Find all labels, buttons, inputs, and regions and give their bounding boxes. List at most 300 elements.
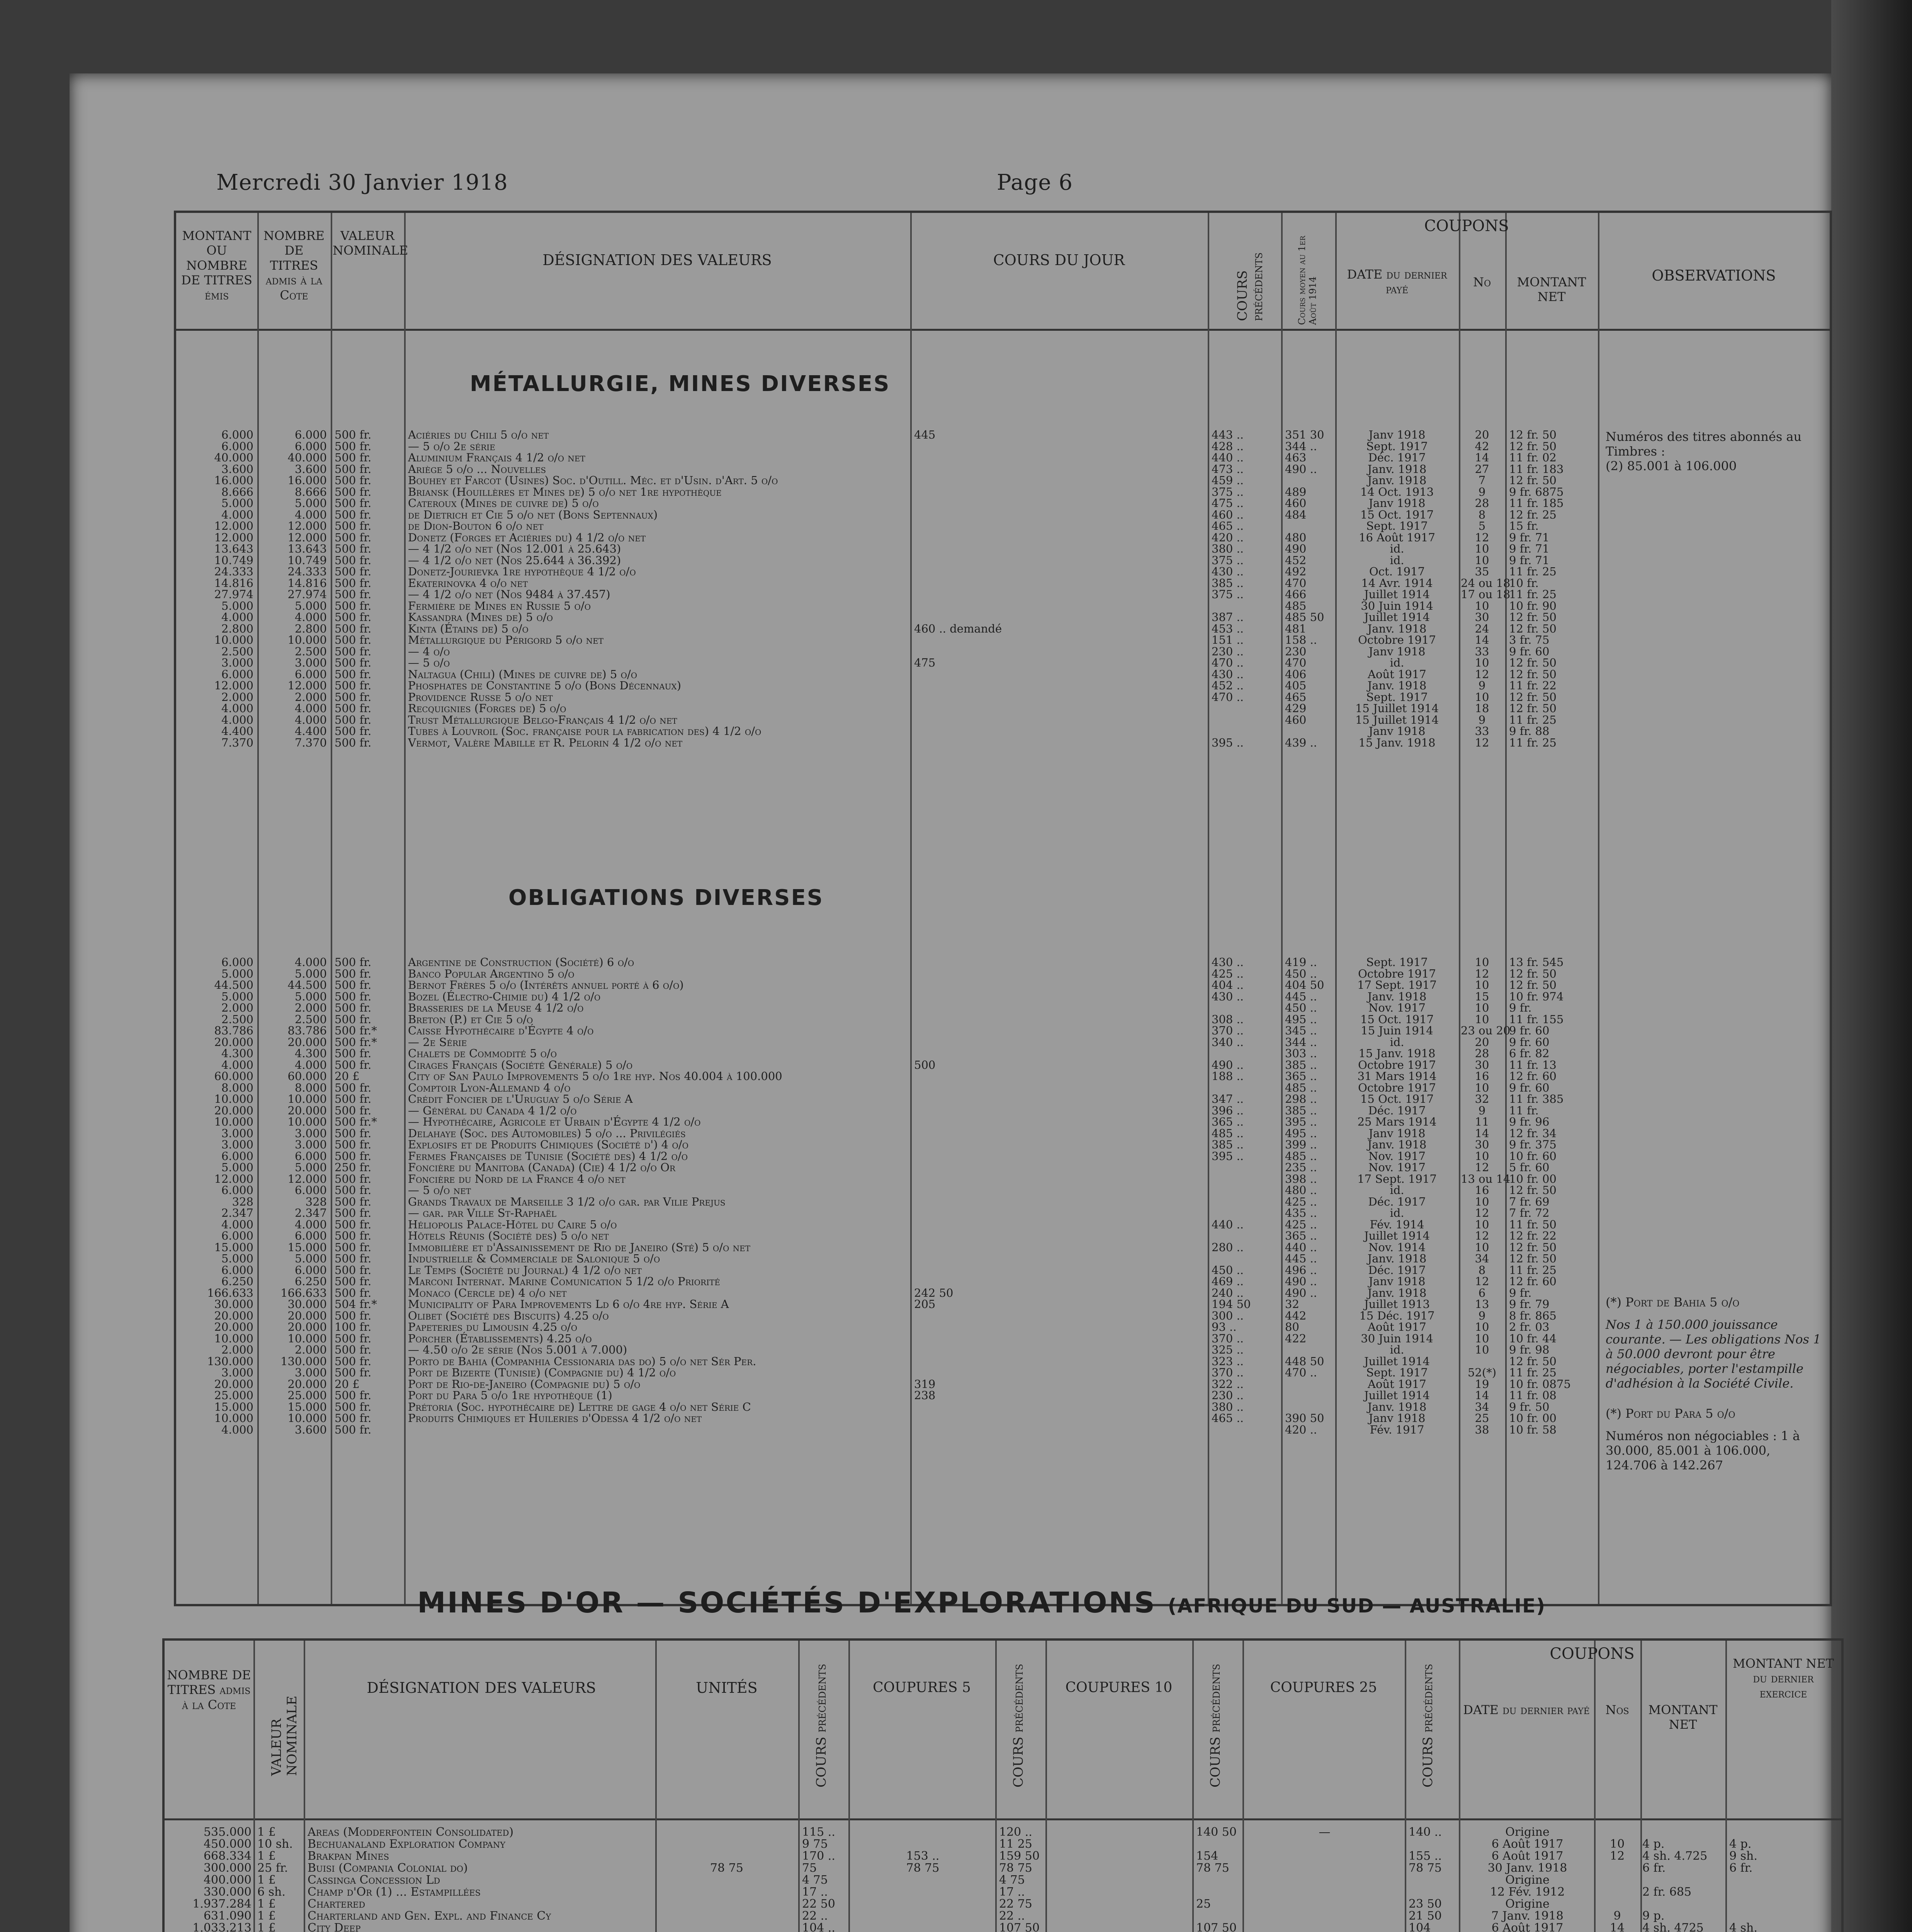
cell-moy: 452 xyxy=(1285,553,1307,567)
cell-val: 1 £ xyxy=(257,1873,276,1887)
cell-nom: 500 fr. xyxy=(335,1172,372,1185)
cell-date: Sept. 1917 xyxy=(1366,956,1428,969)
cell-des: — gar. par Ville St-Raphaël xyxy=(408,1206,557,1219)
cell-no: 10 xyxy=(1475,1218,1489,1231)
cell-admis: 166.633 xyxy=(280,1286,327,1299)
cell-nom: 500 fr. xyxy=(335,1184,372,1197)
cell-admis: 12.000 xyxy=(287,531,327,544)
cell-net: 12 fr. 50 xyxy=(1509,439,1557,453)
cell-date: Déc. 1917 xyxy=(1368,1195,1426,1208)
cell-nom: 500 fr. xyxy=(335,1412,372,1425)
cell-nom: 500 fr. xyxy=(335,565,372,578)
cell-date: Juillet 1914 xyxy=(1364,611,1430,624)
cell-date: Octobre 1917 xyxy=(1358,633,1436,646)
cell-des: — 4.50 o/o 2e série (Nos 5.001 à 7.000) xyxy=(408,1343,627,1356)
cell-jour: 242 50 xyxy=(914,1286,953,1299)
cell-no: 12 xyxy=(1475,1229,1489,1242)
cell-nb: 300.000 xyxy=(203,1861,252,1875)
cell-emis: 3.000 xyxy=(221,1366,253,1379)
page-number: Page 6 xyxy=(997,170,1073,195)
table-row xyxy=(176,1424,1830,1436)
cell-net: 12 fr. 50 xyxy=(1509,1184,1557,1197)
cell-nom: 500 fr. xyxy=(335,1389,372,1402)
header-nombre: NOMBRE DE TITRES admis à la Cote xyxy=(263,228,325,303)
cell-date: Janv. 1918 xyxy=(1367,1138,1427,1151)
cell-net: 4 sh. 4725 xyxy=(1642,1921,1704,1932)
cell-val: 1 £ xyxy=(257,1825,276,1839)
cell-des: Bechuanaland Exploration Company xyxy=(308,1837,506,1851)
cell-nom: 500 fr. xyxy=(335,1047,372,1060)
cell-no: 33 xyxy=(1475,645,1489,658)
cell-admis: 2.000 xyxy=(294,690,327,704)
cell-admis: 6.000 xyxy=(294,439,327,453)
mines-header-cours4: COURS précédents xyxy=(1420,1663,1436,1787)
table-row xyxy=(176,452,1830,464)
cell-moy: 298 .. xyxy=(1285,1092,1317,1105)
cell-no: 12 xyxy=(1475,1161,1489,1174)
cell-jour: 205 xyxy=(914,1298,936,1311)
cell-admis: 5.000 xyxy=(294,1161,327,1174)
cell-moy: 435 .. xyxy=(1285,1206,1317,1219)
cell-emis: 2.000 xyxy=(221,1001,253,1014)
cell-net: 12 fr. 60 xyxy=(1509,1275,1557,1288)
cell-net: 15 fr. xyxy=(1509,519,1539,532)
cell-emis: 10.749 xyxy=(214,553,253,567)
table-row xyxy=(176,498,1830,509)
cell-admis: 7.370 xyxy=(294,736,327,749)
cell-no: 27 xyxy=(1475,462,1489,476)
table-row xyxy=(165,1922,1841,1932)
cell-no: 14 xyxy=(1475,1389,1489,1402)
note-line: Nos 1 à 150.000 jouissance courante. — Les obligations Nos 1 à 50.000 devront pour être négociables, porter l'estampille d'adhésion à la Société Civile. xyxy=(1606,1317,1821,1391)
table-row xyxy=(176,509,1830,521)
cell-nom: 500 fr. xyxy=(335,990,372,1003)
cell-date: 31 Mars 1914 xyxy=(1357,1070,1437,1083)
cell-net: 10 fr. 974 xyxy=(1509,990,1564,1003)
cell-admis: 16.000 xyxy=(287,474,327,487)
cell-date: Juillet 1914 xyxy=(1364,1229,1430,1242)
cell-emis: 15.000 xyxy=(214,1240,253,1254)
cell-admis: 3.600 xyxy=(294,1423,327,1436)
cell-moy: 490 .. xyxy=(1285,1275,1317,1288)
cell-date: id. xyxy=(1390,1184,1404,1197)
cell-nom: 500 fr. xyxy=(335,439,372,453)
mines-header-dernier-exercice: MONTANT NET du dernier exercice xyxy=(1733,1656,1834,1701)
cell-net: 9 fr. 60 xyxy=(1509,1081,1550,1094)
cell-des: Ariège 5 o/o ... Nouvelles xyxy=(408,462,546,476)
cell-der: 4 sh. xyxy=(1729,1921,1757,1932)
cell-admis: 5.000 xyxy=(294,497,327,510)
cell-nom: 500 fr. xyxy=(335,645,372,658)
table-row xyxy=(176,1413,1830,1424)
cell-net: 4 p. xyxy=(1642,1837,1665,1851)
cell-des: Prétoria (Soc. hypothécaire de) Lettre de gage 4 o/o net Série C xyxy=(408,1400,751,1413)
cell-prec: 230 .. xyxy=(1212,1389,1244,1402)
note-line: (2) 85.001 à 106.000 xyxy=(1606,459,1737,473)
cell-moy: 365 .. xyxy=(1285,1229,1317,1242)
cell-des: de Dion-Bouton 6 o/o net xyxy=(408,519,544,532)
cell-moy: 344 .. xyxy=(1285,1035,1317,1049)
cell-net: 8 fr. 865 xyxy=(1509,1309,1557,1322)
cell-emis: 6.000 xyxy=(221,1184,253,1197)
cell-admis: 4.000 xyxy=(294,956,327,969)
cell-net: 10 fr. 44 xyxy=(1509,1332,1557,1345)
cell-net: 12 fr. 50 xyxy=(1509,428,1557,441)
cell-des: Banco Popular Argentino 5 o/o xyxy=(408,967,574,980)
cell-nom: 500 fr. xyxy=(335,1104,372,1117)
cell-date: id. xyxy=(1390,656,1404,669)
cell-date: 15 Oct. 1917 xyxy=(1360,508,1434,521)
cell-jour: 445 xyxy=(914,428,936,441)
cell-admis: 328 xyxy=(305,1195,327,1208)
cell-des: Cassinga Concession Ld xyxy=(308,1873,440,1887)
cell-admis: 15.000 xyxy=(287,1400,327,1413)
cell-emis: 6.000 xyxy=(221,956,253,969)
obligations-rows xyxy=(176,957,1830,1435)
cell-net: 12 fr. 25 xyxy=(1509,508,1557,521)
table-row xyxy=(176,1116,1830,1128)
cell-nom: 500 fr.* xyxy=(335,1115,377,1128)
note-bahia xyxy=(1606,1295,1822,1473)
cell-date: 7 Janv. 1918 xyxy=(1491,1909,1564,1923)
cell-nom: 500 fr. xyxy=(335,576,372,590)
cell-des: Foncière du Manitoba (Canada) (Cie) 4 1/2 o/o Or xyxy=(408,1161,676,1174)
table-row xyxy=(176,1071,1830,1082)
cell-date: Janv. 1918 xyxy=(1367,462,1427,476)
cell-admis: 10.000 xyxy=(287,1115,327,1128)
table-row xyxy=(176,1299,1830,1310)
cell-no: 10 xyxy=(1475,690,1489,704)
cell-emis: 8.666 xyxy=(221,485,253,498)
cell-date: Janv 1918 xyxy=(1368,724,1426,738)
cell-moy: 480 .. xyxy=(1285,1184,1317,1197)
cell-nom: 500 fr. xyxy=(335,474,372,487)
cell-nom: 500 fr. xyxy=(335,553,372,567)
cell-des: Champ d'Or (1) ... Estampillées xyxy=(308,1885,481,1899)
cell-no: 10 xyxy=(1475,956,1489,969)
cell-no: 30 xyxy=(1475,1058,1489,1071)
cell-des: Produits Chimiques et Huileries d'Odessa 4 1/2 o/o net xyxy=(408,1412,702,1425)
cell-emis: 16.000 xyxy=(214,474,253,487)
cell-net: 12 fr. 50 xyxy=(1509,611,1557,624)
cell-moy: 442 xyxy=(1285,1309,1307,1322)
cell-date: Janv. 1918 xyxy=(1367,622,1427,635)
cell-admis: 6.000 xyxy=(294,1229,327,1242)
cell-emis: 20.000 xyxy=(214,1104,253,1117)
cell-no: 14 xyxy=(1475,451,1489,464)
cell-des: Municipality of Para Improvements Ld 6 o/o 4re hyp. Série A xyxy=(408,1298,729,1311)
cell-k25: — xyxy=(1319,1825,1331,1839)
cell-net: 10 fr. 60 xyxy=(1509,1149,1557,1163)
cell-emis: 83.786 xyxy=(214,1024,253,1037)
cell-nom: 20 £ xyxy=(335,1070,360,1083)
cell-moy: 405 xyxy=(1285,679,1307,692)
cell-no: 42 xyxy=(1475,439,1489,453)
cell-admis: 8.000 xyxy=(294,1081,327,1094)
cell-des: Kinta (Étains de) 5 o/o xyxy=(408,622,529,635)
cell-des: Charterland and Gen. Expl. and Finance Cy xyxy=(308,1909,551,1923)
cell-des: Caisse Hypothécaire d'Égypte 4 o/o xyxy=(408,1024,594,1037)
table-row xyxy=(176,657,1830,669)
header-montant: MONTANT OU NOMBRE DE TITRES émis xyxy=(181,228,252,303)
cell-net: 11 fr. 25 xyxy=(1509,588,1557,601)
cell-prec: 194 50 xyxy=(1212,1298,1251,1311)
cell-date: 15 Juillet 1914 xyxy=(1355,713,1439,726)
cell-no: 13 xyxy=(1475,1298,1489,1311)
mines-title xyxy=(417,1586,1546,1619)
cell-no: 9 xyxy=(1478,485,1486,498)
table-row xyxy=(176,1037,1830,1048)
cell-date: Oct. 1917 xyxy=(1369,565,1425,578)
table-row xyxy=(176,566,1830,578)
cell-date: Déc. 1917 xyxy=(1368,1263,1426,1277)
cell-nom: 500 fr. xyxy=(335,724,372,738)
cell-date: id. xyxy=(1390,1035,1404,1049)
cell-emis: 5.000 xyxy=(221,1161,253,1174)
cell-net: 9 fr. 71 xyxy=(1509,531,1550,544)
cell-prec: 380 .. xyxy=(1212,542,1244,555)
cell-emis: 2.000 xyxy=(221,1343,253,1356)
cell-des: Aciéries du Chili 5 o/o net xyxy=(408,428,549,441)
cell-net: 12 fr. 50 xyxy=(1509,967,1557,980)
cell-net: 12 fr. 50 xyxy=(1509,656,1557,669)
cell-val: 1 £ xyxy=(257,1897,276,1911)
cell-nom: 500 fr. xyxy=(335,702,372,715)
cell-moy: 485 50 xyxy=(1285,611,1324,624)
cell-der: 9 sh. xyxy=(1729,1849,1757,1863)
table-row xyxy=(176,1265,1830,1276)
cell-emis: 3.000 xyxy=(221,1126,253,1140)
cell-nom: 500 fr. xyxy=(335,1400,372,1413)
table-row xyxy=(165,1826,1841,1838)
cell-no: 7 xyxy=(1478,474,1486,487)
cell-prec: 470 .. xyxy=(1212,690,1244,704)
cell-moy: 429 xyxy=(1285,702,1307,715)
cell-emis: 6.000 xyxy=(221,1263,253,1277)
cell-date: 17 Sept. 1917 xyxy=(1357,978,1437,992)
mines-header-coupures5: COUPURES 5 xyxy=(873,1680,971,1696)
cell-admis: 4.000 xyxy=(294,702,327,715)
cell-prec: 375 .. xyxy=(1212,485,1244,498)
metallurgie-rows xyxy=(176,429,1830,748)
cell-moy: 490 .. xyxy=(1285,1286,1317,1299)
note-line: Numéros non négociables : 1 à 30.000, 85.001 à 106.000, 124.706 à 142.267 xyxy=(1606,1429,1800,1473)
cell-prec: 465 .. xyxy=(1212,1412,1244,1425)
cell-net: 11 fr. 08 xyxy=(1509,1389,1557,1402)
mines-header-coupures25: COUPURES 25 xyxy=(1270,1680,1377,1696)
cell-des: Donetz-Jourievka 1re hypothèque 4 1/2 o/o xyxy=(408,565,636,578)
cell-date: Sept. 1917 xyxy=(1366,690,1428,704)
cell-admis: 5.000 xyxy=(294,967,327,980)
cell-prec: 375 .. xyxy=(1212,553,1244,567)
cell-moy: 489 xyxy=(1285,485,1307,498)
cell-date: Sept. 1917 xyxy=(1366,519,1428,532)
section-title-obligations: OBLIGATIONS DIVERSES xyxy=(508,885,824,910)
cell-no: 10 xyxy=(1475,1012,1489,1026)
cell-des: Argentine de Construction (Société) 6 o/o xyxy=(408,956,634,969)
cell-c3: 154 xyxy=(1196,1849,1219,1863)
cell-nb: 400.000 xyxy=(203,1873,252,1887)
cell-no: 10 xyxy=(1475,656,1489,669)
cell-net: 3 fr. 75 xyxy=(1509,633,1550,646)
cell-net: 9 fr. 375 xyxy=(1509,1138,1557,1151)
cell-emis: 4.000 xyxy=(221,611,253,624)
cell-date: Nov. 1914 xyxy=(1368,1240,1426,1254)
cell-admis: 2.800 xyxy=(294,622,327,635)
cell-admis: 3.600 xyxy=(294,462,327,476)
table-row xyxy=(176,555,1830,566)
cell-date: Janv 1918 xyxy=(1368,428,1426,441)
cell-no: 12 xyxy=(1609,1849,1625,1863)
table-row xyxy=(176,1208,1830,1219)
cell-moy: 496 .. xyxy=(1285,1263,1317,1277)
cell-emis: 6.000 xyxy=(221,1229,253,1242)
cell-admis: 12.000 xyxy=(287,519,327,532)
cell-prec: 395 .. xyxy=(1212,1149,1244,1163)
mines-header-coupures10: COUPURES 10 xyxy=(1065,1680,1173,1696)
cell-moy: 399 .. xyxy=(1285,1138,1317,1151)
cell-moy: 80 xyxy=(1285,1320,1299,1333)
cell-c4: 104 xyxy=(1409,1921,1431,1932)
cell-moy: 495 .. xyxy=(1285,1012,1317,1026)
cell-nom: 500 fr. xyxy=(335,1138,372,1151)
cell-prec: 395 .. xyxy=(1212,736,1244,749)
cell-no: 10 xyxy=(1475,1343,1489,1356)
cell-emis: 10.000 xyxy=(214,1332,253,1345)
cell-des: Grands Travaux de Marseille 3 1/2 o/o gar. par Vilie Prejus xyxy=(408,1195,726,1208)
cell-prec: 443 .. xyxy=(1212,428,1244,441)
cell-nom: 500 fr.* xyxy=(335,1024,377,1037)
cell-des: Cirages Français (Société Générale) 5 o/o xyxy=(408,1058,633,1071)
cell-no: 30 xyxy=(1475,1138,1489,1151)
cell-c3: 78 75 xyxy=(1196,1861,1229,1875)
cell-date: Janv 1918 xyxy=(1368,1275,1426,1288)
cell-nom: 20 £ xyxy=(335,1377,360,1391)
table-row xyxy=(176,543,1830,555)
cell-no: 24 xyxy=(1475,622,1489,635)
cell-nb: 631.090 xyxy=(203,1909,252,1923)
cell-emis: 44.500 xyxy=(214,978,253,992)
cell-emis: 4.000 xyxy=(221,508,253,521)
cell-net: 11 fr. 13 xyxy=(1509,1058,1557,1071)
cell-admis: 20.000 xyxy=(287,1035,327,1049)
table-row xyxy=(176,980,1830,991)
cell-der: 4 p. xyxy=(1729,1837,1752,1851)
cell-moy: 32 xyxy=(1285,1298,1299,1311)
cell-date: 14 Avr. 1914 xyxy=(1361,576,1433,590)
cell-des: Port de Bizerte (Tunisie) (Compagnie du) 4 1/2 o/o xyxy=(408,1366,676,1379)
cell-date: Août 1917 xyxy=(1368,667,1426,681)
cell-emis: 8.000 xyxy=(221,1081,253,1094)
cell-date: 15 Oct. 1917 xyxy=(1360,1012,1434,1026)
cell-emis: 15.000 xyxy=(214,1400,253,1413)
cell-no: 12 xyxy=(1475,667,1489,681)
cell-des: Papeteries du Limousin 4.25 o/o xyxy=(408,1320,578,1333)
cell-no: 28 xyxy=(1475,497,1489,510)
cell-nom: 500 fr. xyxy=(335,978,372,992)
table-row xyxy=(165,1862,1841,1874)
cell-no: 23 ou 20 xyxy=(1461,1024,1511,1037)
cell-des: Cateroux (Mines de cuivre de) 5 o/o xyxy=(408,497,599,510)
cell-no: 12 xyxy=(1475,967,1489,980)
cell-date: Origine xyxy=(1505,1897,1550,1911)
table-row xyxy=(176,957,1830,968)
cell-admis: 24.333 xyxy=(287,565,327,578)
cell-moy: 406 xyxy=(1285,667,1307,681)
cell-nom: 500 fr. xyxy=(335,497,372,510)
cell-nom: 500 fr. xyxy=(335,679,372,692)
cell-des: Ekaterinovka 4 o/o net xyxy=(408,576,528,590)
table-row xyxy=(176,714,1830,726)
cell-admis: 2.000 xyxy=(294,1343,327,1356)
mines-header-montant-net: MONTANT NET xyxy=(1648,1702,1718,1732)
table-row xyxy=(176,589,1830,600)
cell-emis: 5.000 xyxy=(221,990,253,1003)
cell-admis: 4.000 xyxy=(294,713,327,726)
table-row xyxy=(176,1139,1830,1151)
cell-net: 11 fr. 25 xyxy=(1509,1366,1557,1379)
cell-emis: 10.000 xyxy=(214,1092,253,1105)
cell-date: 15 Juillet 1914 xyxy=(1355,702,1439,715)
cell-nom: 500 fr. xyxy=(335,956,372,969)
cell-no: 10 xyxy=(1475,1149,1489,1163)
table-row xyxy=(176,1048,1830,1060)
cell-net: 9 fr. xyxy=(1509,1286,1532,1299)
cell-admis: 5.000 xyxy=(294,990,327,1003)
table-row xyxy=(176,532,1830,544)
cell-date: 30 Juin 1914 xyxy=(1361,1332,1433,1345)
cell-admis: 6.000 xyxy=(294,1184,327,1197)
mines-title-text: MINES D'OR — SOCIÉTÉS D'EXPLORATIONS xyxy=(417,1586,1156,1619)
cell-emis: 10.000 xyxy=(214,633,253,646)
cell-prec: 325 .. xyxy=(1212,1343,1244,1356)
mines-table xyxy=(162,1638,1844,1932)
cell-emis: 4.400 xyxy=(221,724,253,738)
cell-prec: 475 .. xyxy=(1212,497,1244,510)
cell-moy: 481 xyxy=(1285,622,1307,635)
cell-date: 30 Janv. 1918 xyxy=(1487,1861,1567,1875)
cell-emis: 12.000 xyxy=(214,531,253,544)
cell-emis: 40.000 xyxy=(214,451,253,464)
cell-date: 6 Août 1917 xyxy=(1491,1921,1564,1932)
cell-net: 11 fr. 185 xyxy=(1509,497,1564,510)
cell-admis: 4.000 xyxy=(294,1218,327,1231)
cell-admis: 27.974 xyxy=(287,588,327,601)
cell-net: 6 fr. 82 xyxy=(1509,1047,1550,1060)
cell-net: 9 fr. 88 xyxy=(1509,724,1550,738)
cell-net: 10 fr. 58 xyxy=(1509,1423,1557,1436)
cell-prec: 453 .. xyxy=(1212,622,1244,635)
cell-nom: 500 fr. xyxy=(335,428,372,441)
cell-prec: 387 .. xyxy=(1212,611,1244,624)
cell-net: 9 fr. 79 xyxy=(1509,1298,1550,1311)
cell-nom: 504 fr.* xyxy=(335,1298,377,1311)
cell-net: 6 fr. xyxy=(1642,1861,1666,1875)
cell-no: 20 xyxy=(1475,428,1489,441)
mines-header-coupons: COUPONS xyxy=(1550,1645,1635,1663)
cell-date: 25 Mars 1914 xyxy=(1357,1115,1437,1128)
cell-date: Janv 1918 xyxy=(1368,1126,1426,1140)
cell-prec: 485 .. xyxy=(1212,1126,1244,1140)
cell-no: 32 xyxy=(1475,1092,1489,1105)
cell-date: Fév. 1914 xyxy=(1370,1218,1424,1231)
cell-emis: 5.000 xyxy=(221,967,253,980)
cell-date: Déc. 1917 xyxy=(1368,451,1426,464)
cell-date: id. xyxy=(1390,1343,1404,1356)
cell-no: 16 xyxy=(1475,1070,1489,1083)
cell-emis: 6.000 xyxy=(221,667,253,681)
cell-emis: 328 xyxy=(232,1195,253,1208)
